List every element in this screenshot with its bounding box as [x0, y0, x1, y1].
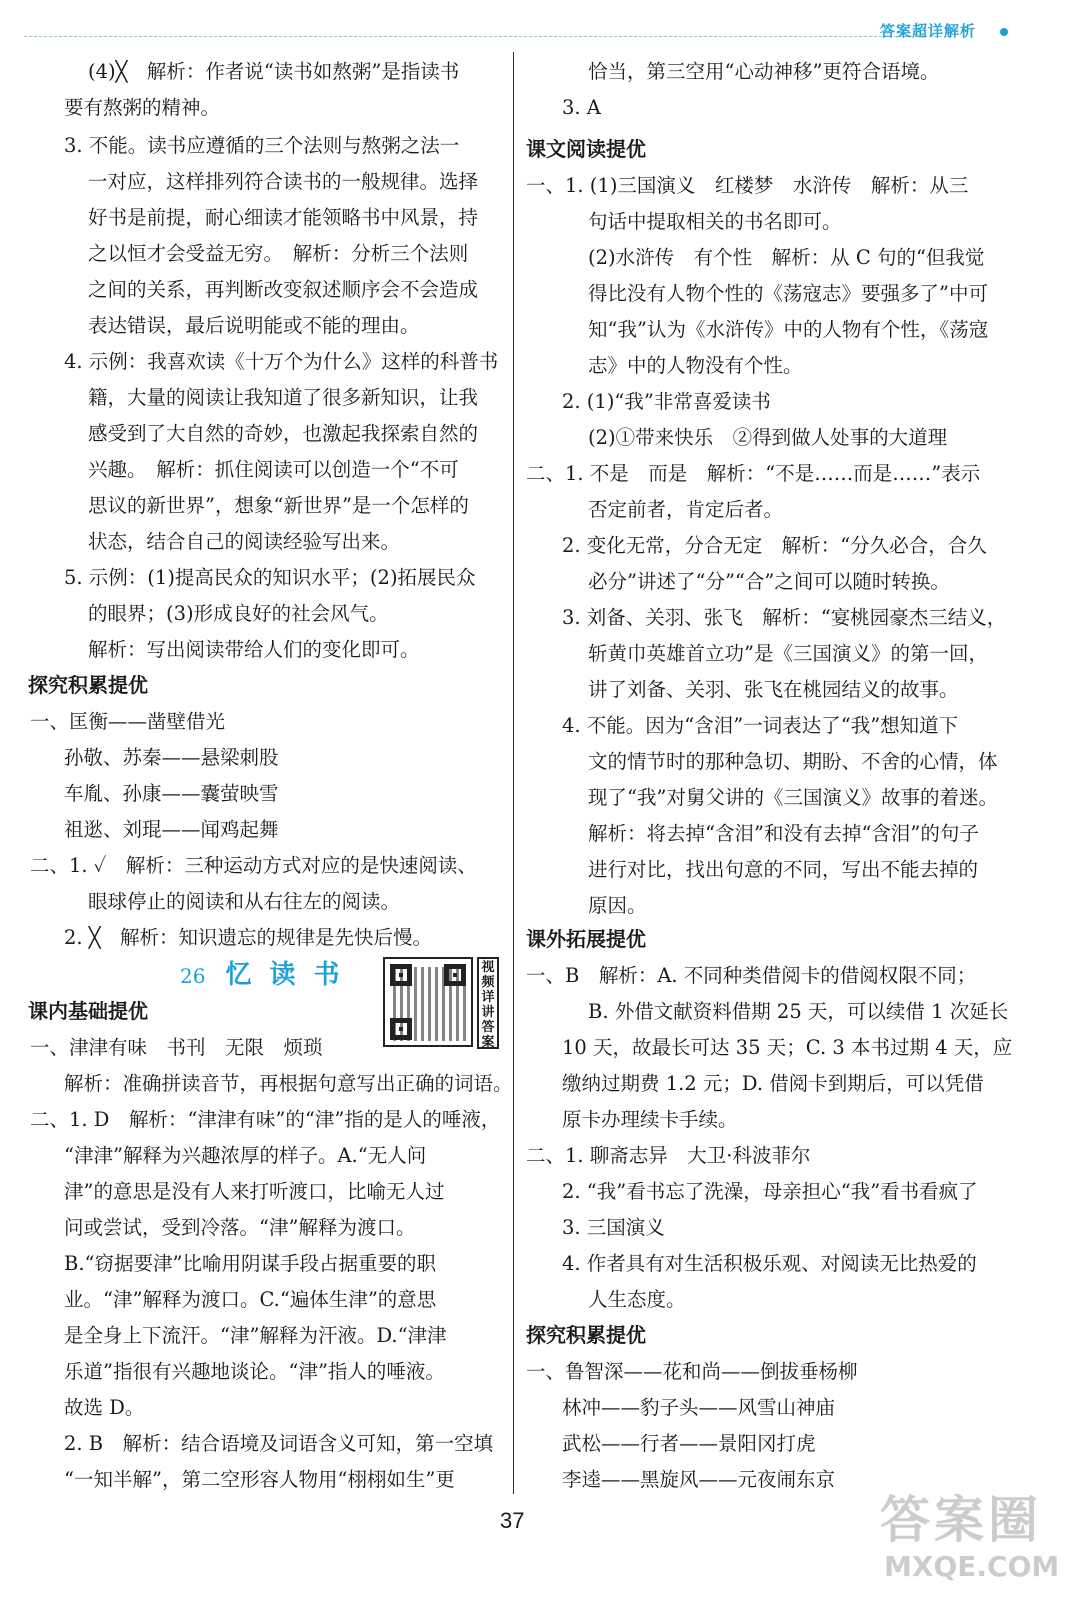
text-line: 必分”讲述了“分”“合”之间可以随时转换。 [588, 570, 950, 593]
header-rule [24, 36, 952, 37]
text-line: 2. B 解析：结合语境及词语含义可知，第一空填 [64, 1432, 494, 1455]
text-line: 解析：写出阅读带给人们的变化即可。 [88, 638, 420, 661]
text-line: 孙敬、苏秦——悬梁刺股 [64, 746, 279, 769]
text-line: “一知半解”，第二空形容人物用“栩栩如生”更 [64, 1468, 455, 1491]
qr-eye [444, 964, 466, 986]
text-line: 兴趣。 解析：抓住阅读可以创造一个“不可 [88, 458, 459, 481]
lesson-name: 忆读书 [225, 960, 358, 990]
text-line: 之间的关系，再判断改变叙述顺序会不会造成 [88, 278, 479, 301]
text-line: 二、1. ✓ 解析：三种运动方式对应的是快速阅读、 [30, 854, 477, 877]
text-line: 原卡办理续卡手续。 [562, 1108, 738, 1131]
text-line: 解析：将去掉“含泪”和没有去掉“含泪”的句子 [588, 822, 979, 845]
text-line: 2. “我”看书忘了洗澡，母亲担心“我”看书看疯了 [562, 1180, 978, 1203]
text-line: 2. (1)“我”非常喜爱读书 [562, 390, 771, 413]
qr-code-icon[interactable] [383, 957, 473, 1047]
text-line: 津”的意思是没有人来打听渡口，比喻无人过 [64, 1180, 445, 1203]
section-heading: 课内基础提优 [28, 999, 148, 1023]
text-line: 思议的新世界”，想象“新世界”是一个怎样的 [88, 494, 469, 517]
text-line: 2. ╳ 解析：知识遗忘的规律是先快后慢。 [64, 926, 433, 949]
text-line: 一、匡衡——凿壁借光 [30, 710, 226, 733]
text-line: 籍，大量的阅读让我知道了很多新知识，让我 [88, 386, 479, 409]
text-line: 表达错误，最后说明能或不能的理由。 [88, 314, 420, 337]
lesson-title [180, 960, 357, 991]
text-line: 4. 作者具有对生活积极乐观、对阅读无比热爱的 [562, 1252, 977, 1275]
text-line: 4. 不能。因为“含泪”一词表达了“我”想知道下 [562, 714, 959, 737]
text-line: 现了“我”对舅父讲的《三国演义》故事的着迷。 [588, 786, 998, 809]
qr-label: 视频详讲答案 [477, 957, 499, 1049]
text-line: 讲了刘备、关羽、张飞在桃园结义的故事。 [588, 678, 959, 701]
text-line: 恰当，第三空用“心动神移”更符合语境。 [588, 60, 940, 83]
header-dot-icon [1000, 28, 1008, 36]
section-heading: 探究积累提优 [526, 1323, 646, 1347]
watermark-small: MXQE.COM [884, 1550, 1060, 1583]
text-line: “津津”解释为兴趣浓厚的样子。A.“无人问 [64, 1144, 427, 1167]
text-line: 人生态度。 [588, 1288, 686, 1311]
column-divider [513, 52, 514, 1494]
section-heading: 课外拓展提优 [526, 927, 646, 951]
text-line: 文的情节时的那种急切、期盼、不舍的心情，体 [588, 750, 998, 773]
text-line: 进行对比，找出句意的不同，写出不能去掉的 [588, 858, 979, 881]
text-line: 志》中的人物没有个性。 [588, 354, 803, 377]
text-line: 业。“津”解释为渡口。C.“遍体生津”的意思 [64, 1288, 437, 1311]
text-line: 武松——行者——景阳冈打虎 [562, 1432, 816, 1455]
text-line: 祖逖、刘琨——闻鸡起舞 [64, 818, 279, 841]
text-line: 二、1. D 解析：“津津有味”的“津”指的是人的唾液， [30, 1108, 501, 1131]
text-line: 林冲——豹子头——风雪山神庙 [562, 1396, 836, 1419]
text-line: 一、津津有味 书刊 无限 烦琐 [30, 1036, 323, 1059]
watermark-logo [870, 1480, 1060, 1590]
qr-eye [390, 1018, 412, 1040]
lesson-number: 26 [180, 964, 206, 988]
text-line: 是全身上下流汗。“津”解释为汗液。D.“津津 [64, 1324, 447, 1347]
text-line: 3. A [562, 96, 601, 119]
text-line: 得比没有人物个性的《荡寇志》要强多了”中可 [588, 282, 988, 305]
text-line: 之以恒才会受益无穷。 解析：分析三个法则 [88, 242, 469, 265]
section-heading: 课文阅读提优 [526, 137, 646, 161]
text-line: 10 天，故最长可达 35 天；C. 3 本书过期 4 天，应 [562, 1036, 1013, 1059]
text-line: 否定前者，肯定后者。 [588, 498, 784, 521]
qr-eye [390, 964, 412, 986]
text-line: 3. 不能。读书应遵循的三个法则与熬粥之法一 [64, 134, 460, 157]
text-line: 状态，结合自己的阅读经验写出来。 [88, 530, 401, 553]
text-line: 一、鲁智深——花和尚——倒拔垂杨柳 [526, 1360, 858, 1383]
text-line: 车胤、孙康——囊萤映雪 [64, 782, 279, 805]
text-line: B.“窃据要津”比喻用阴谋手段占据重要的职 [64, 1252, 436, 1275]
text-line: (2)水浒传 有个性 解析：从 C 句的“但我觉 [588, 246, 985, 269]
text-line: 问或尝试，受到冷落。“津”解释为渡口。 [64, 1216, 416, 1239]
text-line: (4)╳ 解析：作者说“读书如熬粥”是指读书 [88, 60, 460, 83]
text-line: 感受到了大自然的奇妙，也激起我探索自然的 [88, 422, 479, 445]
text-line: 一、1. (1)三国演义 红楼梦 水浒传 解析：从三 [526, 174, 969, 197]
text-line: 解析：准确拼读音节，再根据句意写出正确的词语。 [64, 1072, 513, 1095]
text-line: 缴纳过期费 1.2 元；D. 借阅卡到期后，可以凭借 [562, 1072, 984, 1095]
text-line: 斩黄巾英雄首立功”是《三国演义》的第一回， [588, 642, 988, 665]
text-line: 眼球停止的阅读和从右往左的阅读。 [88, 890, 401, 913]
text-line: 3. 三国演义 [562, 1216, 665, 1239]
page-number: 37 [500, 1508, 525, 1533]
text-line: (2)①带来快乐 ②得到做人处事的大道理 [588, 426, 948, 449]
text-line: 故选 D。 [64, 1396, 145, 1419]
text-line: 4. 示例：我喜欢读《十万个为什么》这样的科普书 [64, 350, 499, 373]
watermark-big: 答案圈 [880, 1491, 1042, 1549]
text-line: 二、1. 不是 而是 解析：“不是……而是……”表示 [526, 462, 981, 485]
text-line: 二、1. 聊斋志异 大卫·科波菲尔 [526, 1144, 811, 1167]
text-line: 李逵——黑旋风——元夜闹东京 [562, 1468, 836, 1491]
text-line: 3. 刘备、关羽、张飞 解析：“宴桃园豪杰三结义， [562, 606, 1007, 629]
text-line: 2. 变化无常，分合无定 解析：“分久必合，合久 [562, 534, 987, 557]
text-line: 要有熬粥的精神。 [64, 96, 221, 119]
text-line: 乐道”指很有兴趣地谈论。“津”指人的唾液。 [64, 1360, 445, 1383]
section-heading: 探究积累提优 [28, 673, 148, 697]
text-line: 知“我”认为《水浒传》中的人物有个性，《荡寇 [588, 318, 989, 341]
header-title: 答案超详解析 [880, 22, 977, 40]
text-line: 句话中提取相关的书名即可。 [588, 210, 842, 233]
text-line: 好书是前提，耐心细读才能领略书中风景，持 [88, 206, 479, 229]
text-line: 一、B 解析：A. 不同种类借阅卡的借阅权限不同； [526, 964, 977, 987]
text-line: 5. 示例：(1)提高民众的知识水平；(2)拓展民众 [64, 566, 476, 589]
text-line: 的眼界；(3)形成良好的社会风气。 [88, 602, 389, 625]
text-line: 原因。 [588, 894, 647, 917]
text-line: 一对应，这样排列符合读书的一般规律。选择 [88, 170, 479, 193]
text-line: B. 外借文献资料借期 25 天，可以续借 1 次延长 [588, 1000, 1009, 1023]
